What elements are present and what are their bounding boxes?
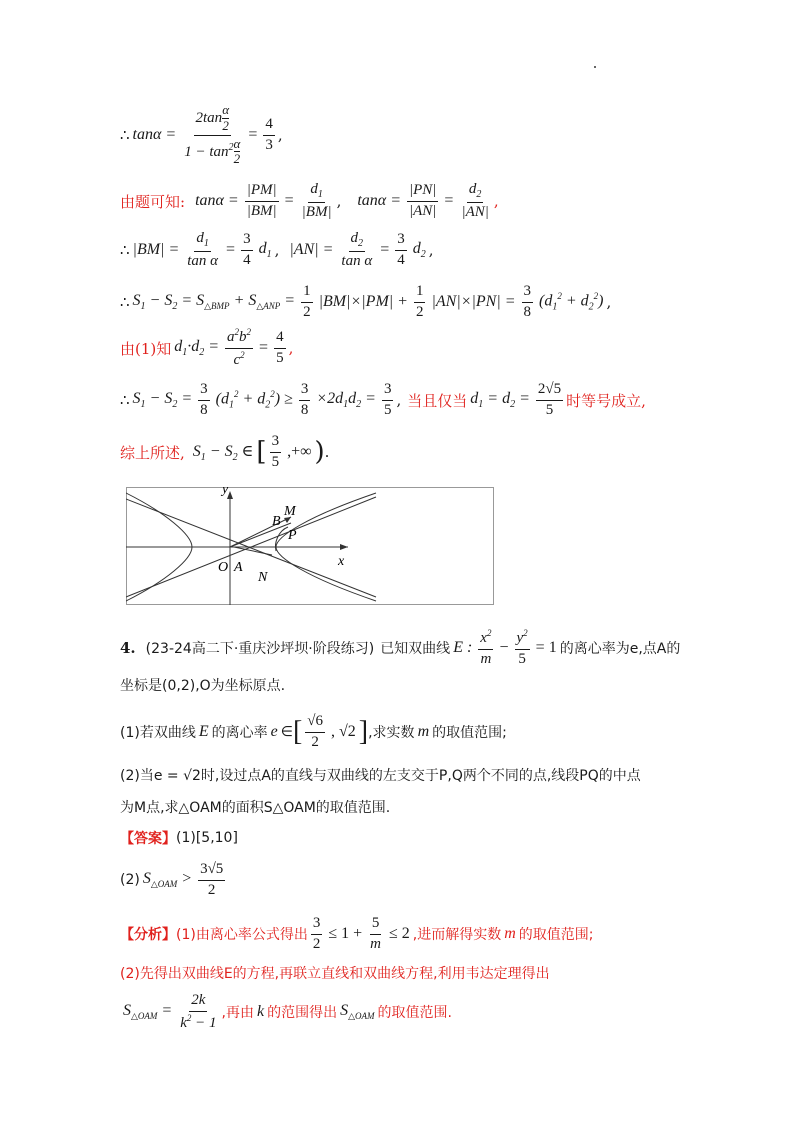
problem-stem: 4. (23-24高二下·重庆沙坪坝·阶段练习) 已知双曲线 E : $\frac{x^2}{m}$ − $\frac{y^2}{5}$ = 1 的离心率为e,点A的 xyxy=(120,628,681,667)
answer-line-2: (2) $S_{\triangle OAM}$ > $\frac{3√5}{2}$ xyxy=(120,861,224,898)
tan-alpha-line: ∴ tanα = 2tan $\frac{\alpha}{2}$ $1 - \tan^2$ $\frac{\alpha}{2}$ = $\frac{4}{3}$ , xyxy=(120,101,283,167)
label-p: P xyxy=(288,528,297,543)
analysis-line-3: $S_{\triangle OAM}$ = $\frac{2k}{k^2 - 1}$ ,再由 k 的范围得出 $S_{\triangle OAM}$ 的取值范围. xyxy=(123,992,452,1031)
analysis-line-1: 【分析】 (1)由离心率公式得出 $\frac{3}{2}$ ≤ 1 + $\frac{5}{m}$ ≤ 2 ,进而解得实数 m 的取值范围; xyxy=(120,915,594,952)
problem-stem-cont: 坐标是(0,2),O为坐标原点. xyxy=(120,678,286,694)
conclusion-line: 综上所述, $S_1 - S_2$ ∈ [ $\frac{3}{5}$ ,+∞ ) . xyxy=(120,433,330,470)
label-b: B xyxy=(272,514,281,529)
label-m: M xyxy=(284,504,296,519)
label-x: x xyxy=(338,554,345,569)
tan-double-angle-fraction: 2tan $\frac{\alpha}{2}$ $1 - \tan^2$ $\frac{\alpha}{2}$ xyxy=(184,101,241,167)
conclusion-prefix: 综上所述, xyxy=(120,443,185,462)
from-part1-prefix: 由(1)知 xyxy=(120,339,172,358)
bm-an-line: ∴ |BM| = $\frac{d_1}{\text{tan α}}$ = $\frac{3}{4}$ $d_1$ , |AN| = $\frac{d_2}{\text{tan α}}$ = $\frac{3}{4}$ $d_2$ , xyxy=(120,230,434,269)
given-prefix: 由题可知: xyxy=(120,192,186,211)
label-n: N xyxy=(258,570,268,585)
inequality-line: ∴ $S_1 - S_2$ = $\frac{3}{8}$ $(d_1^2 + d_2^2)$ ≥ $\frac{3}{8}$ $\times 2d_1d_2$ = $\frac{3}{5}$ , 当且仅当 $d_1 = d_2$ = $\frac{2√5}{5}$ 时等号成立, xyxy=(120,381,646,418)
problem-source: (23-24高二下·重庆沙坪坝·阶段练习) xyxy=(145,641,375,657)
segment-om xyxy=(230,517,291,547)
tan-alpha-lhs: tanα = xyxy=(132,126,177,143)
label-o: O xyxy=(218,560,229,575)
analysis-tag: 【分析】 xyxy=(120,927,176,943)
answer-tag: 【答案】 xyxy=(120,831,176,847)
page-mark xyxy=(594,66,596,68)
problem-part1: (1)若双曲线 E 的离心率 e ∈ [ $\frac{√6}{2}$ , √2 ] ,求实数 m 的取值范围; xyxy=(120,713,507,750)
problem-part2: (2)当e = √2时,设过点A的直线与双曲线的左支交于P,Q两个不同的点,线段PQ的中点 xyxy=(120,768,641,784)
product-line: 由(1)知 $d_1\cdot d_2$ = $\frac{a^2b^2}{c^2}$ = $\frac{4}{5}$ , xyxy=(120,327,294,368)
therefore-symbol: ∴ xyxy=(120,126,130,144)
hyperbola-figure xyxy=(126,487,494,605)
label-y: y xyxy=(222,487,229,497)
problem-part2-cont: 为M点,求△OAM的面积S△OAM的取值范围. xyxy=(120,800,391,816)
answer-line-1: 【答案】 (1)[5,10] xyxy=(120,830,238,847)
label-a: A xyxy=(234,560,243,575)
equality-condition-text: 当且仅当 xyxy=(407,391,468,410)
analysis-line-2: (2)先得出双曲线E的方程,再联立直线和双曲线方程,利用韦达定理得出 xyxy=(120,966,550,982)
area-difference-line: ∴ $S_1 - S_2 = S_{\triangle BMP} + S_{\triangle ANP}$ = $\frac{1}{2}$ |BM|×|PM| + $\frac{1}{2}$ |AN|×|PN| = $\frac{3}{8}$ $(d_1^2 + d_2^2)$ , xyxy=(120,283,612,320)
given-tan-line: 由题可知: tanα = $\frac{|PM|}{|BM|}$ = $\frac{d_1}{|BM|}$ , tanα = $\frac{|PN|}{|AN|}$ = $\frac{d_2}{|AN|}$ , xyxy=(120,181,499,220)
x-axis-arrow xyxy=(340,544,348,550)
problem-number: 4. xyxy=(120,639,136,657)
figure-frame xyxy=(127,488,494,605)
